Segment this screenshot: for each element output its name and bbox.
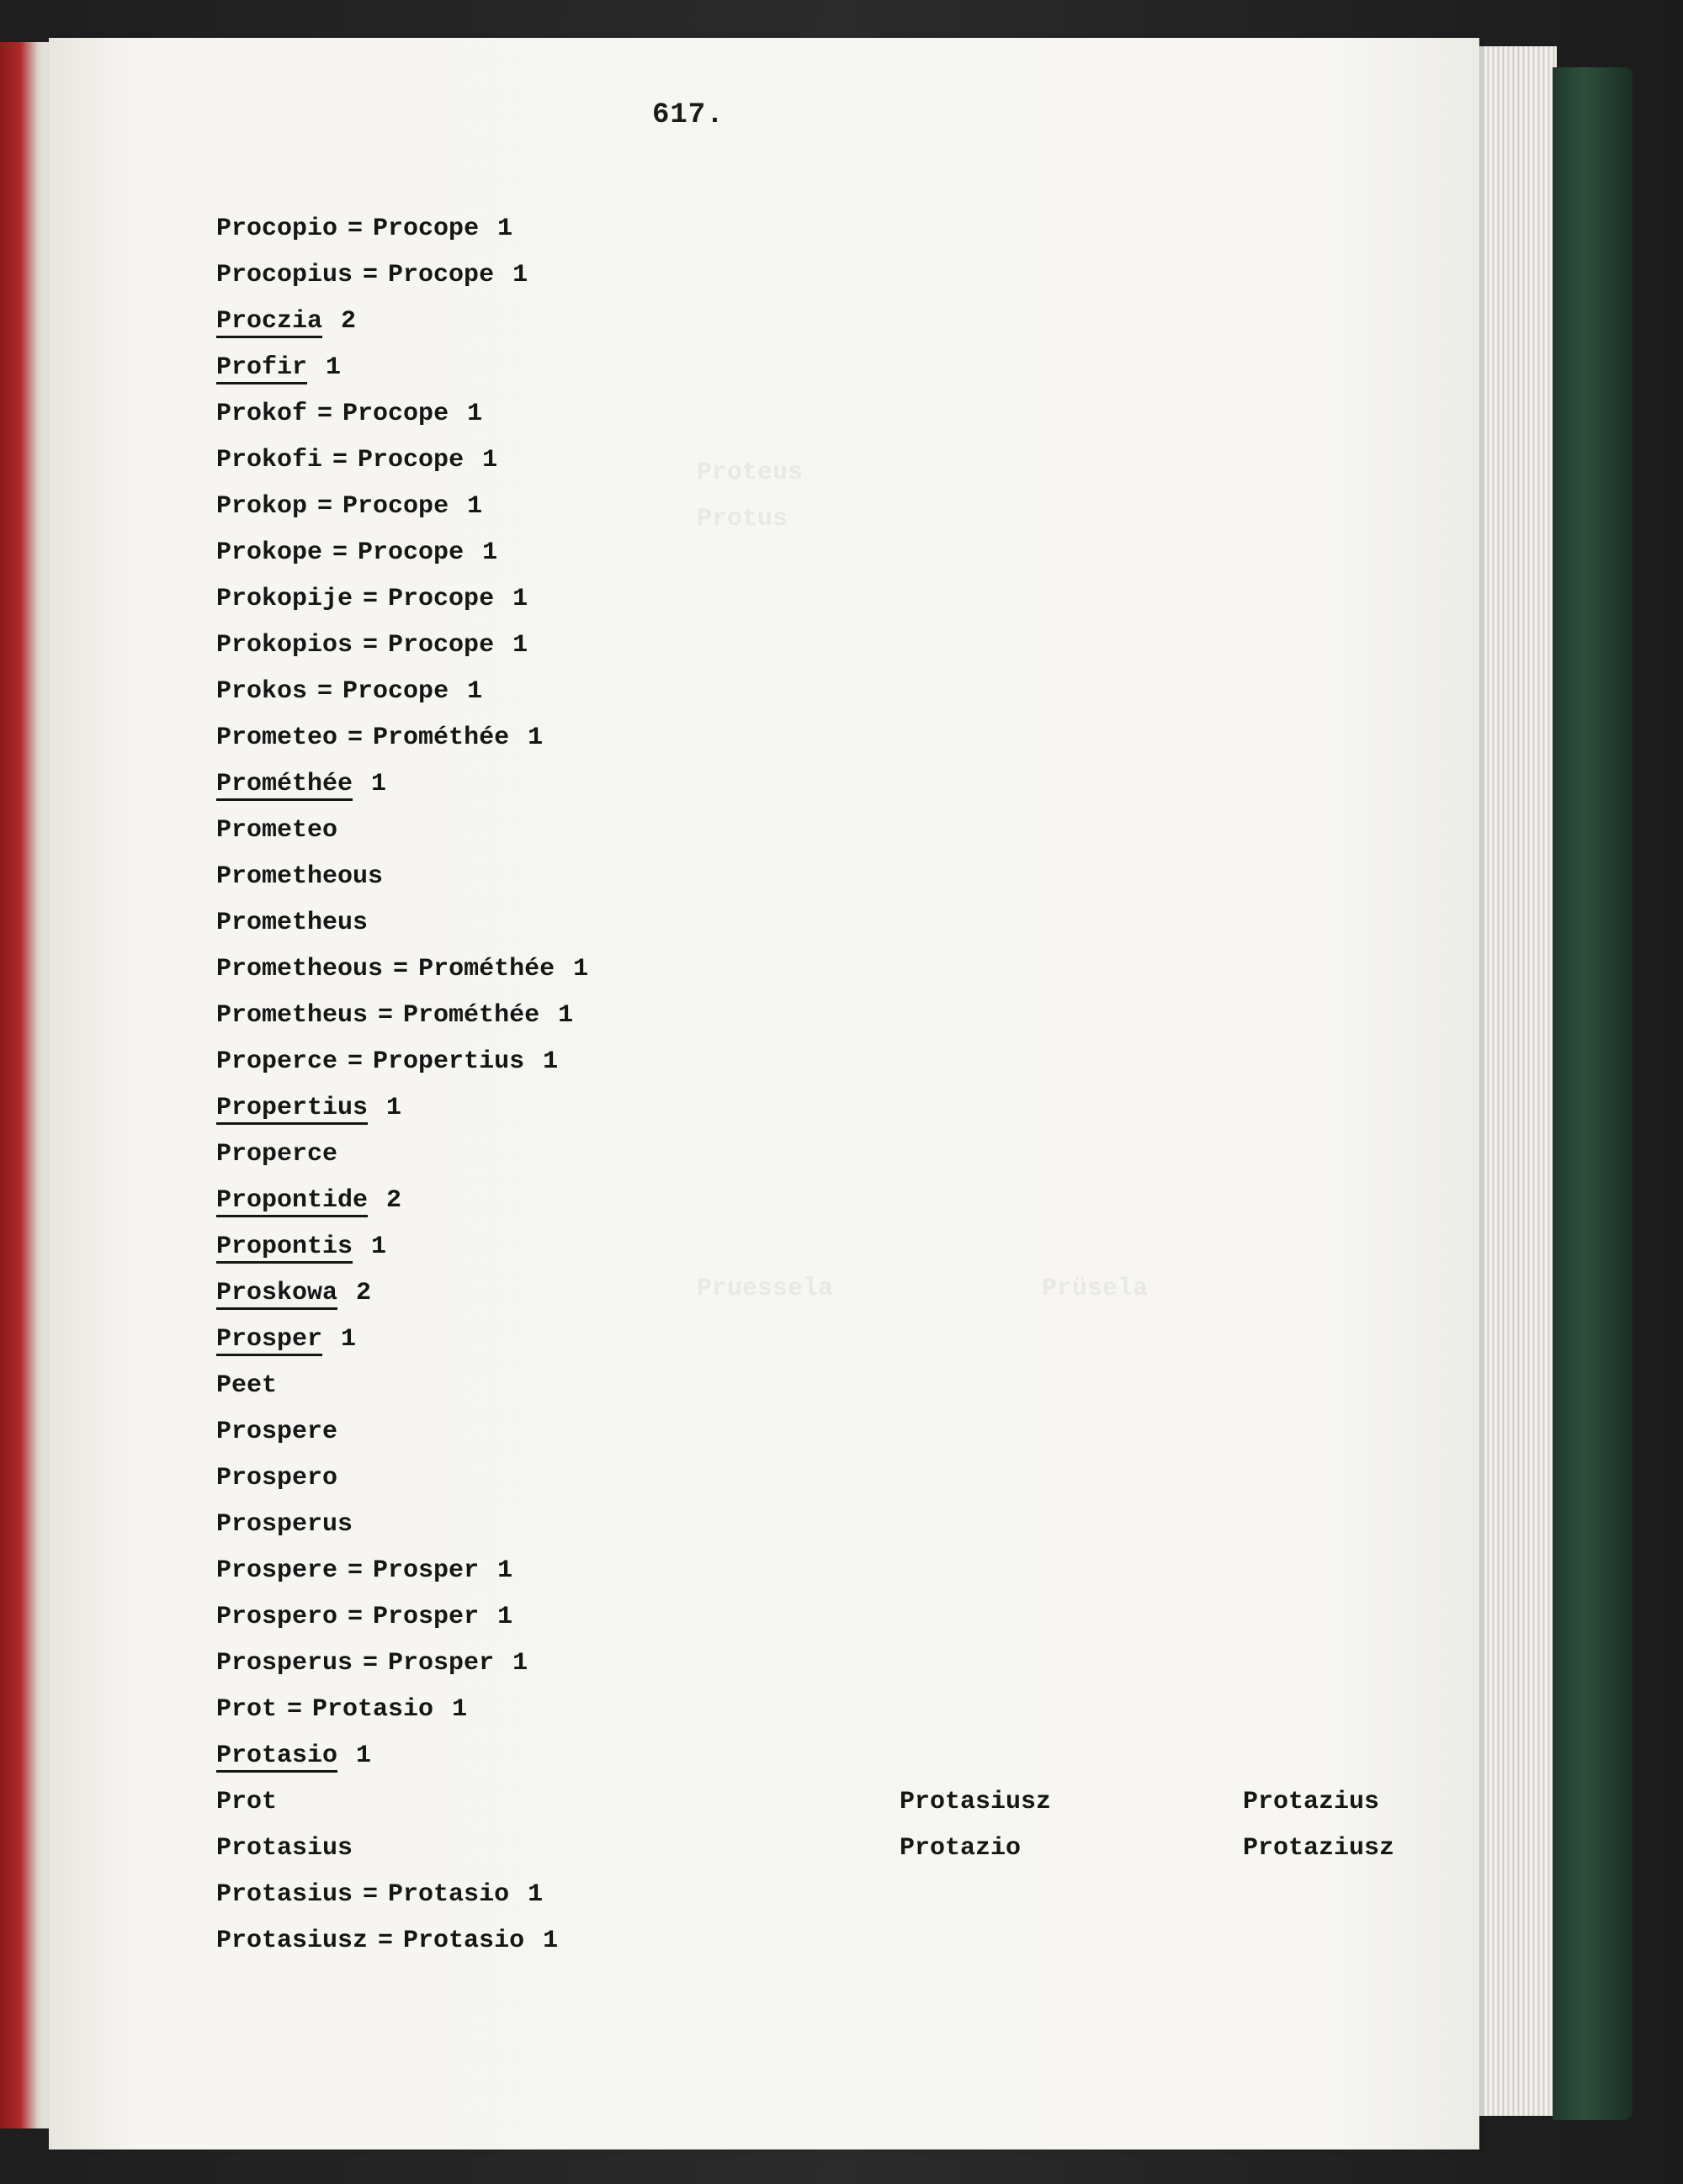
- entry-count: 1: [467, 677, 483, 706]
- entry-count: 1: [386, 1094, 402, 1122]
- equals-sign: =: [348, 1556, 364, 1585]
- entry-term: Protasius: [216, 1880, 353, 1909]
- entry-term: Protasius: [216, 1834, 353, 1863]
- entry-target: Procope: [358, 538, 465, 567]
- equals-sign: =: [348, 1047, 364, 1076]
- entry-target: Protasio: [388, 1880, 510, 1909]
- entry-target: Protasio: [403, 1927, 525, 1955]
- variant-column-3: Protaziusz: [1243, 1834, 1395, 1863]
- list-item: [216, 1594, 588, 1641]
- equals-sign: =: [378, 1927, 394, 1955]
- list-item: [216, 761, 588, 808]
- entry-target: Procope: [358, 446, 465, 474]
- entry-target: Procope: [342, 492, 449, 521]
- list-item: [216, 1641, 588, 1687]
- entry-term: Prometheus: [216, 1001, 369, 1030]
- list-item: [216, 1178, 588, 1224]
- entry-count: 1: [497, 215, 513, 243]
- entry-target: Prosper: [373, 1603, 480, 1631]
- entry-target: Procope: [388, 631, 495, 660]
- entry-term: Prometheus: [216, 909, 369, 937]
- entry-count: 1: [543, 1047, 559, 1076]
- bleed-through-text: Prüsela: [1042, 1275, 1149, 1303]
- entry-count: 1: [497, 1556, 513, 1585]
- list-item: [216, 1733, 588, 1779]
- variant-column-3: Protazius: [1243, 1788, 1380, 1816]
- list-item: [216, 345, 588, 391]
- entry-target: Protasio: [312, 1695, 434, 1724]
- entry-term: Proczia: [216, 307, 323, 336]
- entry-target: Prométhée: [403, 1001, 540, 1030]
- list-item: [216, 1918, 588, 1964]
- equals-sign: =: [363, 585, 379, 613]
- list-item: [216, 808, 588, 854]
- entry-target: Prométhée: [373, 724, 510, 752]
- page-number: 617.: [652, 99, 725, 131]
- list-item: [216, 484, 588, 530]
- list-item: [216, 206, 588, 252]
- list-item: [216, 1270, 588, 1317]
- entry-count: 1: [371, 1232, 387, 1261]
- entry-count: 2: [386, 1186, 402, 1215]
- entry-count: 1: [326, 353, 342, 382]
- entry-count: 1: [356, 1741, 372, 1770]
- entry-term: Profir: [216, 353, 308, 382]
- entry-count: 1: [482, 538, 498, 567]
- list-item: [216, 1548, 588, 1594]
- equals-sign: =: [317, 677, 333, 706]
- list-item: [216, 1779, 1380, 1826]
- entry-target: Procope: [388, 261, 495, 289]
- list-item: [216, 1132, 588, 1178]
- entry-count: 1: [528, 724, 544, 752]
- entry-target: Procope: [388, 585, 495, 613]
- equals-sign: =: [317, 400, 333, 428]
- entry-term: Protasio: [216, 1741, 338, 1770]
- list-item: [216, 669, 588, 715]
- entry-term: Propontis: [216, 1232, 353, 1261]
- list-item: [216, 946, 588, 993]
- list-item: [216, 1455, 588, 1502]
- book-cover-edge: [1553, 67, 1633, 2120]
- entry-target: Procope: [342, 677, 449, 706]
- entry-term: Prometeo: [216, 816, 338, 845]
- entry-count: 1: [512, 261, 528, 289]
- entry-term: Peet: [216, 1371, 278, 1400]
- list-item: [216, 854, 588, 900]
- list-item: [216, 715, 588, 761]
- list-item: [216, 1409, 588, 1455]
- entry-term: Propertius: [216, 1094, 369, 1122]
- entry-term: Prometheous: [216, 862, 384, 891]
- entry-target: Procope: [342, 400, 449, 428]
- entry-term: Prospero: [216, 1464, 338, 1492]
- entry-term: Prospere: [216, 1418, 338, 1446]
- equals-sign: =: [348, 724, 364, 752]
- entry-count: 1: [482, 446, 498, 474]
- entry-count: 2: [356, 1279, 372, 1307]
- entry-count: 1: [512, 585, 528, 613]
- equals-sign: =: [363, 261, 379, 289]
- entry-count: 1: [452, 1695, 468, 1724]
- entry-term: Prosperus: [216, 1649, 353, 1678]
- entry-term: Prosperus: [216, 1510, 353, 1539]
- entry-count: 1: [467, 400, 483, 428]
- entry-count: 1: [467, 492, 483, 521]
- entry-term: Prometheous: [216, 955, 384, 983]
- list-item: [216, 1363, 588, 1409]
- entry-term: Prot: [216, 1695, 278, 1724]
- entry-term: Prot: [216, 1788, 278, 1816]
- equals-sign: =: [363, 631, 379, 660]
- entry-count: 1: [573, 955, 589, 983]
- list-item: [216, 1502, 588, 1548]
- list-item: [216, 252, 588, 299]
- list-item: [216, 1224, 588, 1270]
- entry-term: Prokop: [216, 492, 308, 521]
- entry-term: Propontide: [216, 1186, 369, 1215]
- entry-term: Procopius: [216, 261, 353, 289]
- list-item: [216, 1826, 1395, 1872]
- entry-term: Prokos: [216, 677, 308, 706]
- bleed-through-text: Proteus: [697, 459, 804, 487]
- variant-column-2: Protasiusz: [900, 1788, 1052, 1816]
- equals-sign: =: [348, 215, 364, 243]
- entry-term: Prokope: [216, 538, 323, 567]
- entry-term: Prometeo: [216, 724, 338, 752]
- entry-term: Prospero: [216, 1603, 338, 1631]
- equals-sign: =: [363, 1649, 379, 1678]
- entry-count: 2: [341, 307, 357, 336]
- list-item: [216, 437, 588, 484]
- entry-term: Prokopije: [216, 585, 353, 613]
- equals-sign: =: [393, 955, 409, 983]
- list-item: [216, 576, 588, 623]
- list-item: [216, 1085, 588, 1132]
- list-item: [216, 391, 588, 437]
- list-item: [216, 1039, 588, 1085]
- entry-term: Proskowa: [216, 1279, 338, 1307]
- entry-count: 1: [558, 1001, 574, 1030]
- facing-page-edge: [0, 42, 50, 2128]
- list-item: [216, 530, 588, 576]
- equals-sign: =: [363, 1880, 379, 1909]
- list-item: [216, 993, 588, 1039]
- entry-count: 1: [497, 1603, 513, 1631]
- entry-target: Prométhée: [418, 955, 555, 983]
- list-item: [216, 299, 588, 345]
- equals-sign: =: [332, 538, 348, 567]
- entry-target: Prosper: [373, 1556, 480, 1585]
- list-item: [216, 1872, 588, 1918]
- entry-term: Procopio: [216, 215, 338, 243]
- entry-count: 1: [371, 770, 387, 798]
- entry-term: Prométhée: [216, 770, 353, 798]
- entry-term: Properce: [216, 1047, 338, 1076]
- entry-term: Prokof: [216, 400, 308, 428]
- entry-count: 1: [341, 1325, 357, 1354]
- entry-term: Protasiusz: [216, 1927, 369, 1955]
- list-item: [216, 900, 588, 946]
- equals-sign: =: [378, 1001, 394, 1030]
- bleed-through-text: Protus: [697, 505, 788, 533]
- equals-sign: =: [317, 492, 333, 521]
- entry-term: Prokopios: [216, 631, 353, 660]
- entry-count: 1: [512, 631, 528, 660]
- equals-sign: =: [287, 1695, 303, 1724]
- entry-count: 1: [543, 1927, 559, 1955]
- bleed-through-text: Pruessela: [697, 1275, 834, 1303]
- entry-target: Procope: [373, 215, 480, 243]
- entry-count: 1: [512, 1649, 528, 1678]
- list-item: [216, 623, 588, 669]
- equals-sign: =: [332, 446, 348, 474]
- list-item: [216, 1317, 588, 1363]
- entry-term: Prospere: [216, 1556, 338, 1585]
- variant-column-2: Protazio: [900, 1834, 1022, 1863]
- entry-target: Propertius: [373, 1047, 525, 1076]
- entry-term: Prokofi: [216, 446, 323, 474]
- entry-target: Prosper: [388, 1649, 495, 1678]
- entry-term: Properce: [216, 1140, 338, 1169]
- equals-sign: =: [348, 1603, 364, 1631]
- entry-term: Prosper: [216, 1325, 323, 1354]
- list-item: [216, 1687, 588, 1733]
- entry-count: 1: [528, 1880, 544, 1909]
